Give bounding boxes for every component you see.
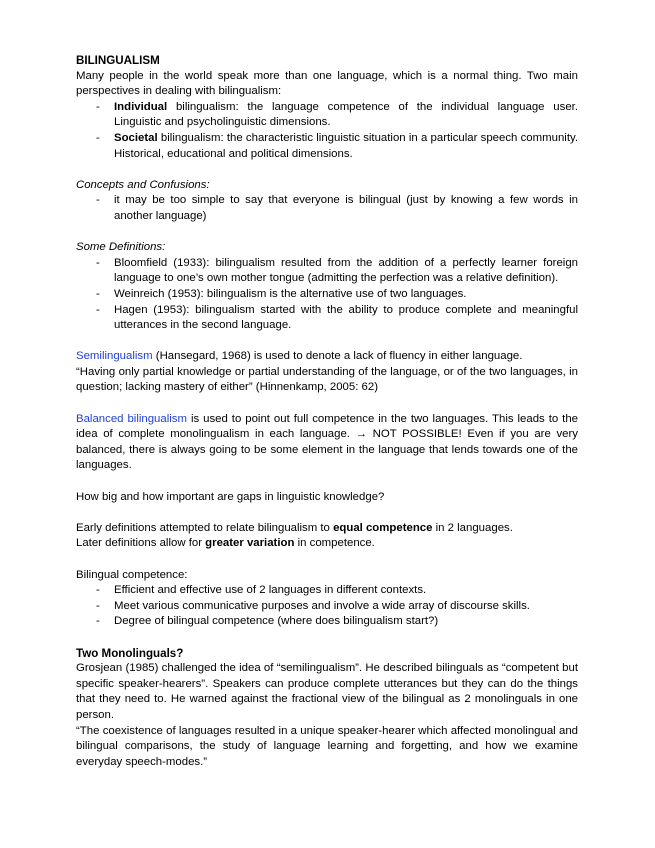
term-societal: Societal bbox=[114, 131, 158, 144]
perspectives-list bbox=[76, 100, 578, 162]
concepts-list bbox=[76, 193, 578, 224]
grosjean-paragraph: Grosjean (1985) challenged the idea of “semilingualism”. He described bilinguals as “competent but specific speaker-hearers”. Speakers can produce complete utterances but they can do the things that they need to. He warned against the fractional view of the bilingual as 2 monolinguals in one person. bbox=[76, 662, 578, 721]
two-monolinguals-heading: Two Monolinguals? bbox=[76, 646, 184, 660]
document-page bbox=[76, 53, 578, 770]
list-item: - Degree of bilingual competence (where does bilingualism start?) bbox=[76, 614, 578, 630]
later-definitions: Later definitions allow for greater variation in competence. bbox=[76, 537, 375, 550]
early-definitions: Early definitions attempted to relate bilingualism to equal competence in 2 languages. bbox=[76, 521, 513, 534]
list-item: - Weinreich (1953): bilingualism is the alternative use of two languages. bbox=[76, 287, 578, 303]
list-item: - Societal bilingualism: the characteristic linguistic situation in a particular speech community. Historical, educational and political dimensions. bbox=[76, 131, 578, 162]
term-individual: Individual bbox=[114, 100, 168, 113]
concepts-heading: Concepts and Confusions: bbox=[76, 178, 210, 191]
definitions-list bbox=[76, 256, 578, 334]
competence-list bbox=[76, 583, 578, 630]
semilingualism-paragraph: Semilingualism (Hansegard, 1968) is used to denote a lack of fluency in either language. bbox=[76, 350, 523, 363]
document-title: BILINGUALISM bbox=[76, 54, 160, 67]
coexistence-quote: “The coexistence of languages resulted in a unique speaker-hearer which affected monolingual and bilingual comparisons, the study of language learning and forgetting, and how we examine everyday speech-modes.” bbox=[76, 724, 578, 768]
list-item: - it may be too simple to say that everyone is bilingual (just by knowing a few words in another language) bbox=[76, 193, 578, 224]
list-item: - Hagen (1953): bilingualism started with the ability to produce complete and meaningful utterances in the second language. bbox=[76, 303, 578, 334]
balanced-paragraph: Balanced bilingualism is used to point out full competence in the two languages. This leads to the idea of complete monolingualism in each language. → NOT POSSIBLE! Even if you are very balanced, there is always going to be some element in the language that lends towards one of the languages. bbox=[76, 412, 578, 472]
list-item: - Efficient and effective use of 2 languages in different contexts. bbox=[76, 583, 578, 599]
list-item: - Bloomfield (1933): bilingualism resulted from the addition of a perfectly learner foreign language to one’s own mother tongue (admitting the perfection was a relative definition). bbox=[76, 256, 578, 287]
competence-heading: Bilingual competence: bbox=[76, 568, 188, 581]
semilingualism-quote: “Having only partial knowledge or partial understanding of the language, or of the two languages, in question; lacking mastery of either” (Hinnenkamp, 2005: 62) bbox=[76, 365, 578, 394]
definitions-heading: Some Definitions: bbox=[76, 241, 166, 254]
question-paragraph: How big and how important are gaps in linguistic knowledge? bbox=[76, 490, 385, 503]
semilingualism-term: Semilingualism bbox=[76, 350, 153, 363]
intro-paragraph: Many people in the world speak more than one language, which is a normal thing. Two main perspectives in dealing with bilingualism: bbox=[76, 69, 578, 98]
list-item: - Individual bilingualism: the language competence of the individual language user. Linguistic and psycholinguistic dimensions. bbox=[76, 100, 578, 131]
balanced-term: Balanced bilingualism bbox=[76, 412, 187, 425]
list-item: - Meet various communicative purposes and involve a wide array of discourse skills. bbox=[76, 599, 578, 615]
